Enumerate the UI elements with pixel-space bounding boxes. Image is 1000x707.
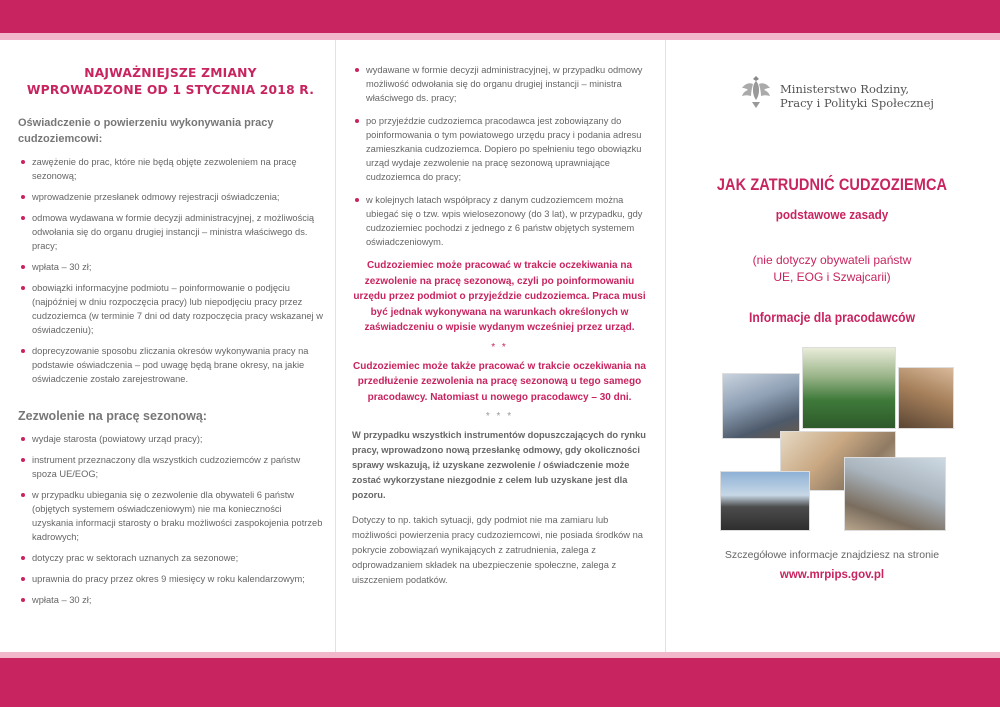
list-item: wpłata – 30 zł;: [18, 593, 323, 607]
photo-collage: [676, 347, 988, 537]
examples-paragraph: Dotyczy to np. takich sytuacji, gdy podmiot nie ma zamiaru lub możliwości powierzenia pracy cudzoziemcowi, nie posiada środków na pokrycie zobowiązań wynikających z zatrudnienia, zalega z odprowadzaniem składek na ubezpieczenie społeczne, zalega z uiszczeniem podatków.: [352, 515, 643, 585]
ministry-name: [780, 82, 934, 110]
list-item: zawężenie do prac, które nie będą objęte zezwoleniem na pracę sezonową;: [18, 155, 323, 183]
seasonal-list: [18, 432, 323, 607]
photo-construction: [844, 457, 946, 531]
scope-note-line-2: UE, EOG i Szwajcarii): [773, 270, 891, 284]
ministry-logo: [676, 66, 988, 126]
list-item: wpłata – 30 zł;: [18, 260, 323, 274]
list-item: uprawnia do pracy przez okres 9 miesięcy w roku kalendarzowym;: [18, 572, 323, 586]
changes-title-line-2: WPROWADZONE OD 1 STYCZNIA 2018 R.: [26, 83, 315, 97]
continuation-list: [352, 63, 647, 249]
ministry-name-line-2: Pracy i Polityki Społecznej: [780, 96, 934, 110]
list-item: w kolejnych latach współpracy z danym cudzoziemcem można ubiegać się o tzw. wpis wielosezonowy (do 3 lat), w przypadku, gdy cudzoziemiec pochodzi z jednego z 6 państw objętych systemem oświadczeniowym.: [352, 193, 647, 249]
list-item: wprowadzenie przesłanek odmowy rejestracji oświadczenia;: [18, 190, 323, 204]
list-item: wydaje starosta (powiatowy urząd pracy);: [18, 432, 323, 446]
highlight-extension: Cudzoziemiec może także pracować w trakcie oczekiwania na przedłużenie zezwolenia na pracę sezonową u tego samego pracodawcy. Natomiast u nowego pracodawcy – 30 dni.: [353, 360, 646, 403]
photo-road: [720, 471, 810, 531]
refusal-paragraph: W przypadku wszystkich instrumentów dopuszczających do rynku pracy, wprowadzono nową przesłankę odmowy, gdy okoliczności sprawy wskazują, iż uzyskane zezwolenie / oświadczenie może zostać wykorzystane niezgodnie z celem lub uzyskane jest dla pozoru.: [352, 430, 646, 500]
ministry-name-line-1: Ministerstwo Rodziny,: [780, 82, 910, 96]
list-item: wydawane w formie decyzji administracyjnej, w przypadku odmowy możliwość odwołania się do organu drugiej instancji – ministra właściwego ds. pracy;: [352, 63, 647, 105]
statement-list: [18, 155, 323, 386]
section-heading-statement: Oświadczenie o powierzeniu wykonywania pracy cudzoziemcowi:: [18, 117, 274, 145]
cover-panel: [676, 52, 988, 648]
fold-line-2: [665, 40, 666, 652]
photo-worker: [898, 367, 954, 429]
section-heading-seasonal: Zezwolenie na pracę sezonową:: [18, 409, 207, 423]
eagle-emblem-icon: [740, 72, 772, 110]
list-item: instrument przeznaczony dla wszystkich cudzoziemców z państw spoza UE/EOG;: [18, 453, 323, 481]
separator-stars: * *: [491, 341, 508, 353]
bottom-color-band: [0, 652, 1000, 707]
website-link[interactable]: www.mrpips.gov.pl: [779, 569, 885, 581]
left-panel: [18, 52, 323, 648]
list-item: doprecyzowanie sposobu zliczania okresów wykonywania pracy na podstawie oświadczenia – pod uwagę będą brane okresy, na jakie oświadczenie zostało zarejestrowane.: [18, 344, 323, 386]
separator-stars-2: * * *: [485, 411, 514, 422]
middle-panel: [352, 52, 647, 648]
scope-note: [676, 252, 988, 286]
list-item: dotyczy prac w sektorach uznanych za sezonowe;: [18, 551, 323, 565]
employer-info-heading: Informacje dla pracodawców: [748, 310, 916, 325]
top-color-band: [0, 0, 1000, 40]
list-item: w przypadku ubiegania się o zezwolenie dla obywateli 6 państw (objętych systemem oświadczeniowym) nie ma konieczności uzyskania informacji starosty o braku możliwości zaspokojenia potrzeb kadrowych;: [18, 488, 323, 544]
brochure-subtitle: podstawowe zasady: [775, 207, 889, 222]
changes-title-line-1: NAJWAŻNIEJSZE ZMIANY: [84, 66, 257, 80]
scope-note-line-1: (nie dotyczy obywateli państw: [752, 253, 912, 267]
photo-greenhouse: [802, 347, 896, 429]
changes-title: [18, 65, 323, 99]
list-item: odmowa wydawana w formie decyzji administracyjnej, z możliwością odwołania się do organu drugiej instancji – ministra właściwego ds. pracy;: [18, 211, 323, 253]
list-item: po przyjeździe cudzoziemca pracodawca jest zobowiązany do poinformowania o tym powiatowego urzędu pracy i podania adresu zamieszkania cudzoziemca. Dopiero po spełnieniu tego obowiązku urząd wydaje zezwolenie na pracę sezonową uprawniające cudzoziemca do pracy;: [352, 114, 647, 184]
highlight-waiting-work: Cudzoziemiec może pracować w trakcie oczekiwania na zezwolenie na pracę sezonową, czyli po poinformowaniu urzędu przez podmiot o przyjeździe cudzoziemca. Praca musi być jednak wykonywana na warunkach określonych w zaświadczeniu o wpisie wydanym wcześniej przez urząd.: [353, 260, 646, 333]
brochure-title: JAK ZATRUDNIĆ CUDZOZIEMCA: [716, 176, 948, 194]
more-info-text: Szczegółowe informacje znajdziesz na stronie: [724, 549, 940, 561]
photo-office: [722, 373, 800, 439]
fold-line-1: [335, 40, 336, 652]
list-item: obowiązki informacyjne podmiotu – poinformowanie o podjęciu (najpóźniej w dniu rozpoczęcia pracy) lub niepodjęciu pracy przez cudzoziemca (w terminie 7 dni od daty rozpoczęcia pracy wskazanej w oświadczeniu);: [18, 281, 323, 337]
